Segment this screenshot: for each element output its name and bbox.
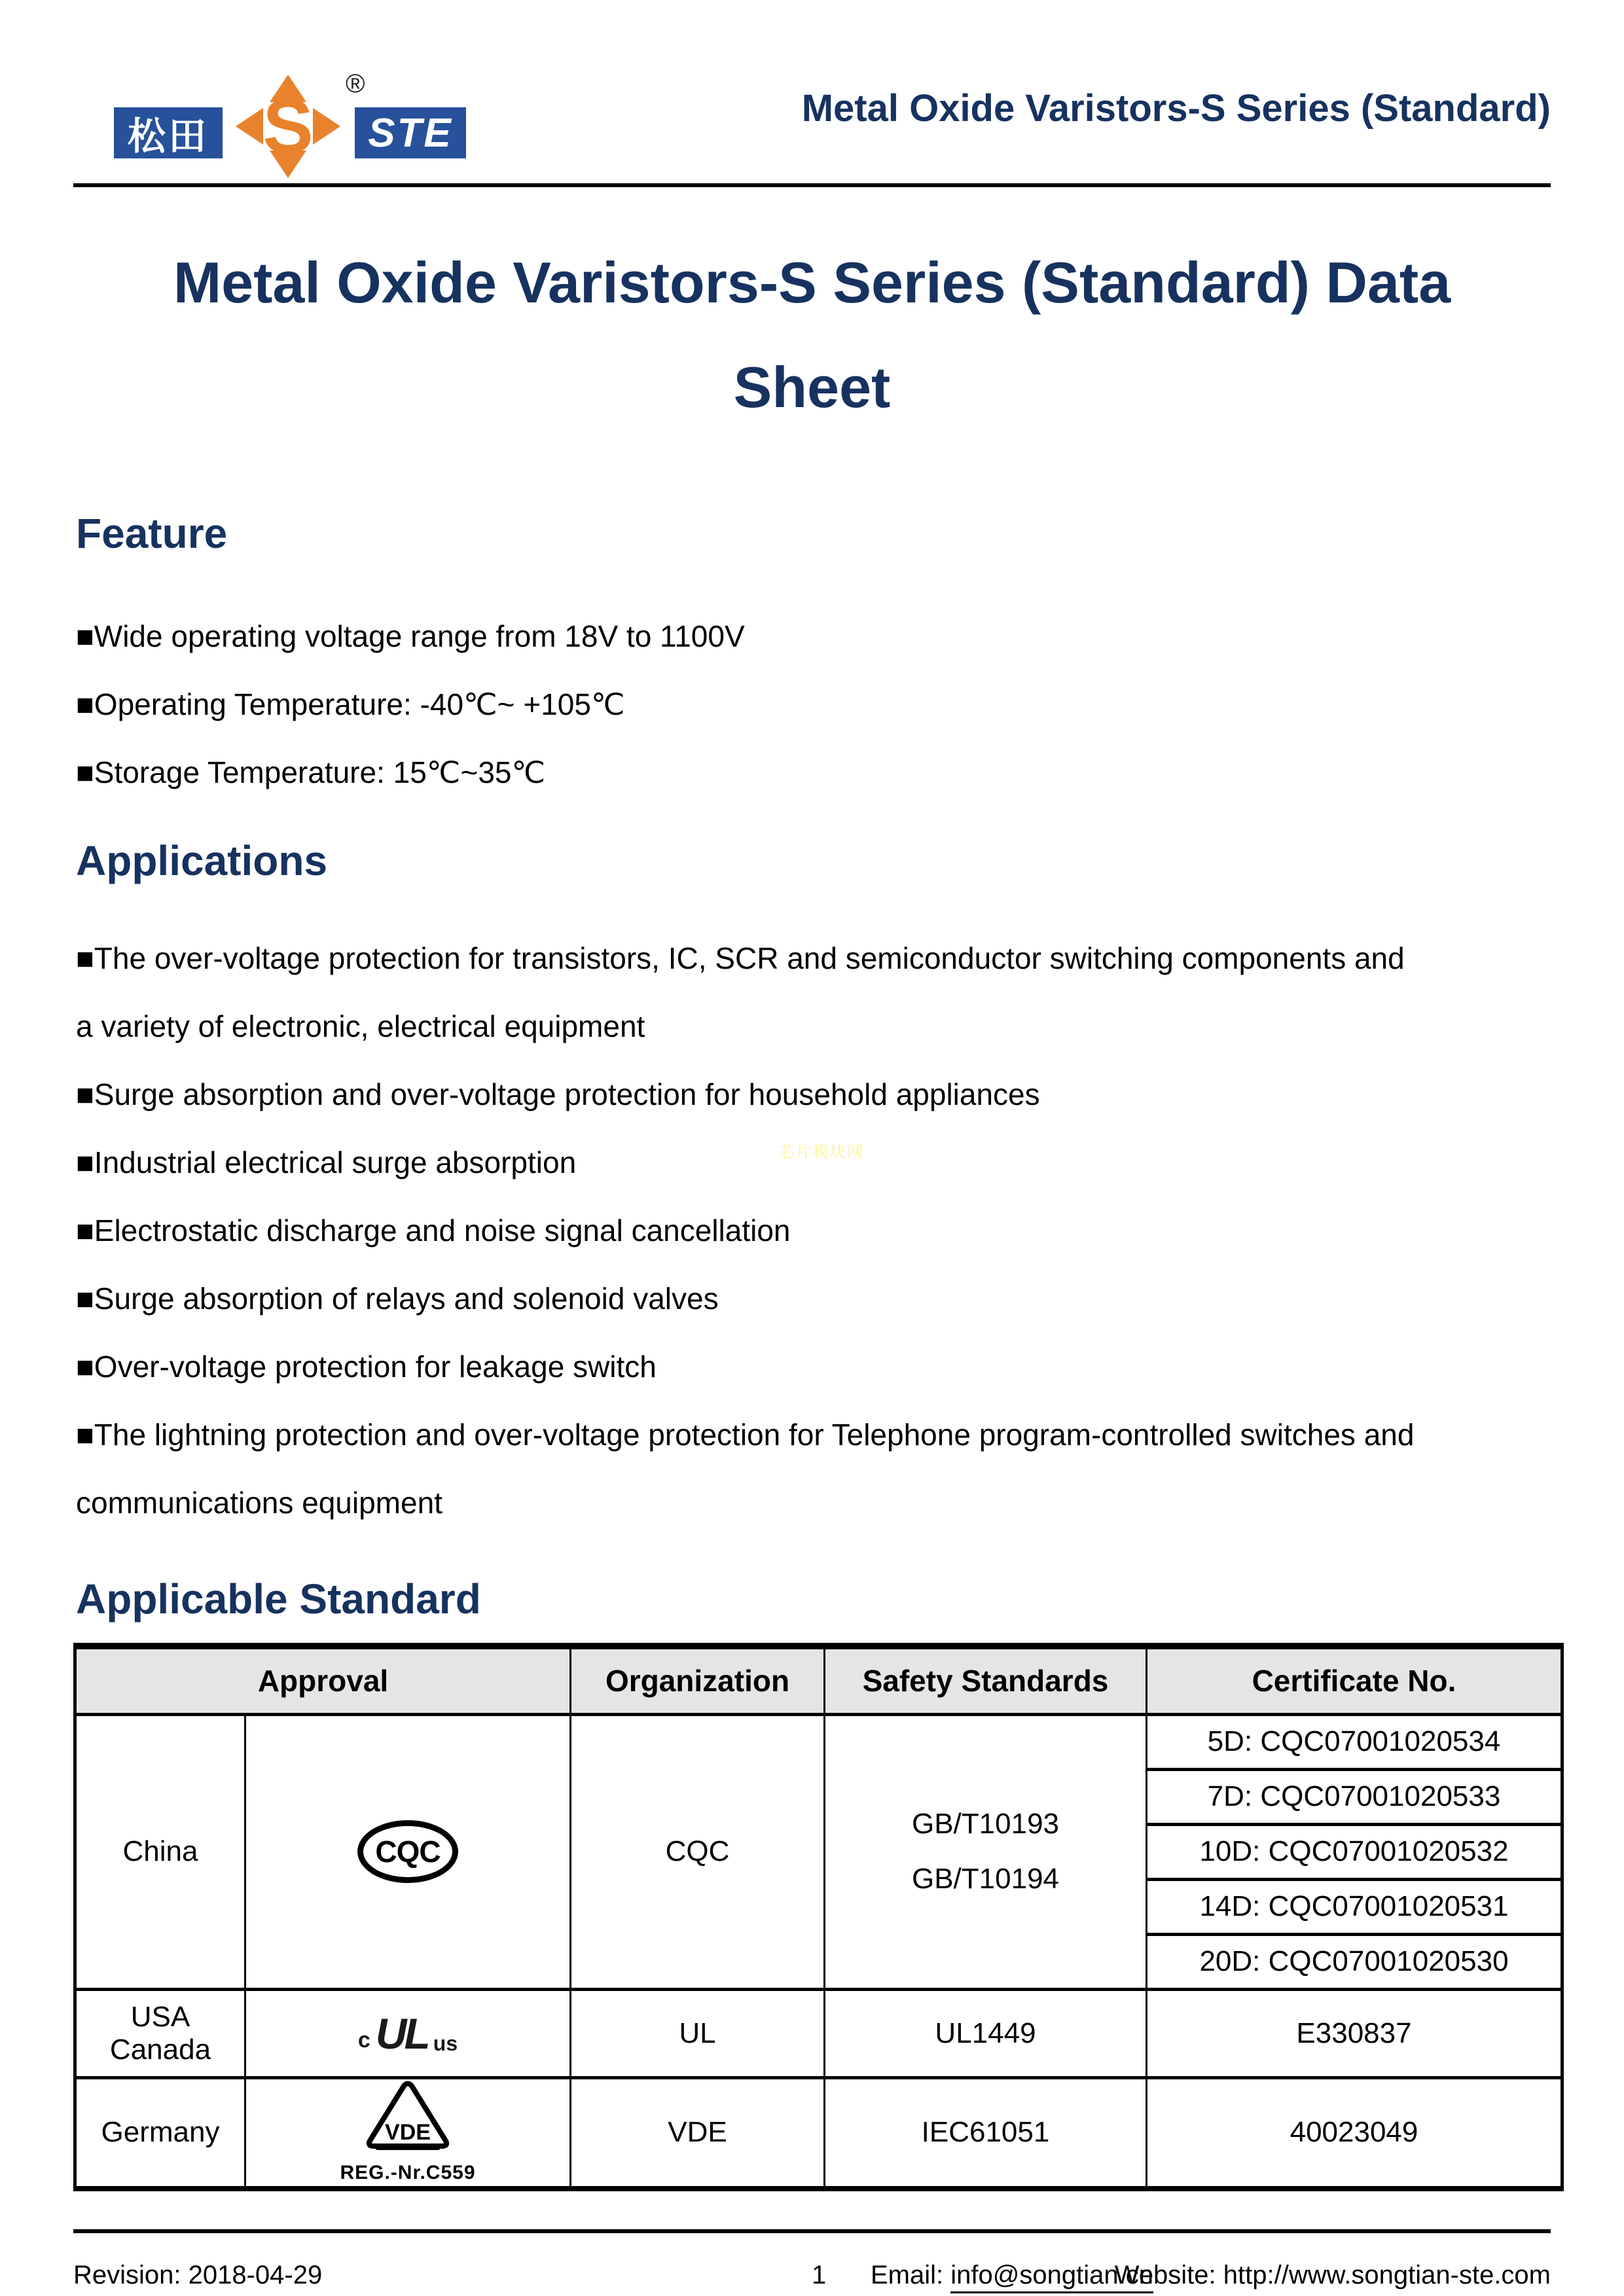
page-number: 1 <box>812 2261 827 2289</box>
application-item: ■Surge absorption of relays and solenoid valves <box>76 1282 719 1316</box>
cell-usa-logo <box>245 1989 571 2077</box>
cell-safety-standards-ul: UL1449 <box>825 1989 1147 2077</box>
logo-ste-badge: STE <box>355 107 466 158</box>
standard-heading: Applicable Standard <box>76 1575 481 1623</box>
table-row-germany <box>75 2077 1562 2189</box>
registered-trademark-icon: ® <box>346 69 365 98</box>
website-text: Website: http://www.songtian-ste.com <box>1114 2261 1551 2289</box>
column-header-certificate-no: Certificate No. <box>1147 1646 1562 1714</box>
email-link[interactable]: info@songtian.cn <box>950 2261 1153 2293</box>
certificate-cell: 14D: CQC07001020531 <box>1147 1879 1562 1934</box>
cell-organization-vde: VDE <box>571 2077 825 2189</box>
page-header <box>73 69 1551 181</box>
cqc-logo: CQC <box>357 1820 458 1883</box>
application-item: ■Industrial electrical surge absorption <box>76 1145 577 1179</box>
cell-safety-standards-china <box>825 1714 1147 1989</box>
application-item: ■Over-voltage protection for leakage switch <box>76 1350 657 1384</box>
application-item: ■The over-voltage protection for transistors, IC, SCR and semiconductor switching components and <box>76 941 1405 975</box>
applications-list <box>76 924 1552 1537</box>
table-row-china <box>75 1714 1562 1769</box>
document-title-line1: Metal Oxide Varistors-S Series (Standard) Data <box>173 250 1451 315</box>
feature-heading: Feature <box>76 510 228 557</box>
ul-logo <box>357 2009 458 2058</box>
application-item: ■The lightning protection and over-voltage protection for Telephone program-controlled switches and <box>76 1418 1415 1452</box>
footer-divider <box>73 2229 1551 2233</box>
document-title-line2: Sheet <box>733 355 891 420</box>
certificate-cell: 40023049 <box>1147 2077 1562 2189</box>
column-header-organization: Organization <box>571 1646 825 1714</box>
feature-list <box>76 602 1552 806</box>
vde-logo-caption: REG.-Nr.C559 <box>340 2162 476 2184</box>
email-line <box>871 2261 1153 2290</box>
applications-heading: Applications <box>76 837 328 884</box>
certificate-cell: 10D: CQC07001020532 <box>1147 1824 1562 1879</box>
cell-china-logo <box>245 1714 571 1989</box>
application-item: a variety of electronic, electrical equipment <box>76 1009 645 1043</box>
page-footer <box>73 2257 1551 2296</box>
vde-triangle-icon <box>362 2081 454 2158</box>
logo-chinese-badge: 松田 <box>114 107 223 158</box>
watermark-text: 芯片模块网 <box>779 1143 864 1161</box>
cell-safety-standards-vde: IEC61051 <box>825 2077 1147 2189</box>
table-row-usa-canada <box>75 1989 1562 2077</box>
vde-logo-text: VDE <box>385 2120 431 2145</box>
revision-text: Revision: 2018-04-29 <box>73 2261 323 2289</box>
document-title <box>0 230 1624 440</box>
safety-standard-line: GB/T10193 <box>911 1808 1060 1840</box>
header-divider <box>73 183 1551 187</box>
country-line: Canada <box>109 2033 211 2066</box>
column-header-approval: Approval <box>75 1646 571 1714</box>
cell-organization-cqc: CQC <box>571 1714 825 1989</box>
email-label: Email: <box>871 2261 951 2289</box>
application-item: ■Surge absorption and over-voltage protection for household appliances <box>76 1077 1040 1111</box>
feature-item: ■Operating Temperature: -40℃~ +105℃ <box>76 687 625 721</box>
country-line: USA <box>130 2000 190 2033</box>
logo-s-letter: S <box>262 84 314 169</box>
cell-organization-ul: UL <box>571 1989 825 2077</box>
approval-table <box>73 1643 1564 2191</box>
ul-logo-ul: UL <box>375 2009 428 2058</box>
vde-logo <box>246 2081 569 2184</box>
ul-logo-c: c <box>357 2027 370 2053</box>
cell-germany-logo <box>245 2077 571 2189</box>
table-header-row <box>75 1646 1562 1714</box>
feature-item: ■Storage Temperature: 15℃~35℃ <box>76 755 546 789</box>
company-logo <box>86 69 479 181</box>
certificate-cell: 20D: CQC07001020530 <box>1147 1934 1562 1989</box>
feature-item: ■Wide operating voltage range from 18V to 1100V <box>76 619 745 653</box>
column-header-safety-standards: Safety Standards <box>825 1646 1147 1714</box>
certificate-cell: 7D: CQC07001020533 <box>1147 1769 1562 1824</box>
cell-country-china: China <box>75 1714 245 1989</box>
safety-standard-line: GB/T10194 <box>911 1863 1060 1895</box>
cell-country-usa-canada <box>75 1989 245 2077</box>
application-item: communications equipment <box>76 1486 442 1520</box>
cell-country-germany: Germany <box>75 2077 245 2189</box>
header-product-title: Metal Oxide Varistors-S Series (Standard) <box>801 87 1551 130</box>
application-item: ■Electrostatic discharge and noise signal cancellation <box>76 1213 791 1247</box>
logo-compass-icon <box>236 75 340 178</box>
certificate-cell: 5D: CQC07001020534 <box>1147 1714 1562 1769</box>
certificate-cell: E330837 <box>1147 1989 1562 2077</box>
ul-logo-us: us <box>433 2031 458 2055</box>
